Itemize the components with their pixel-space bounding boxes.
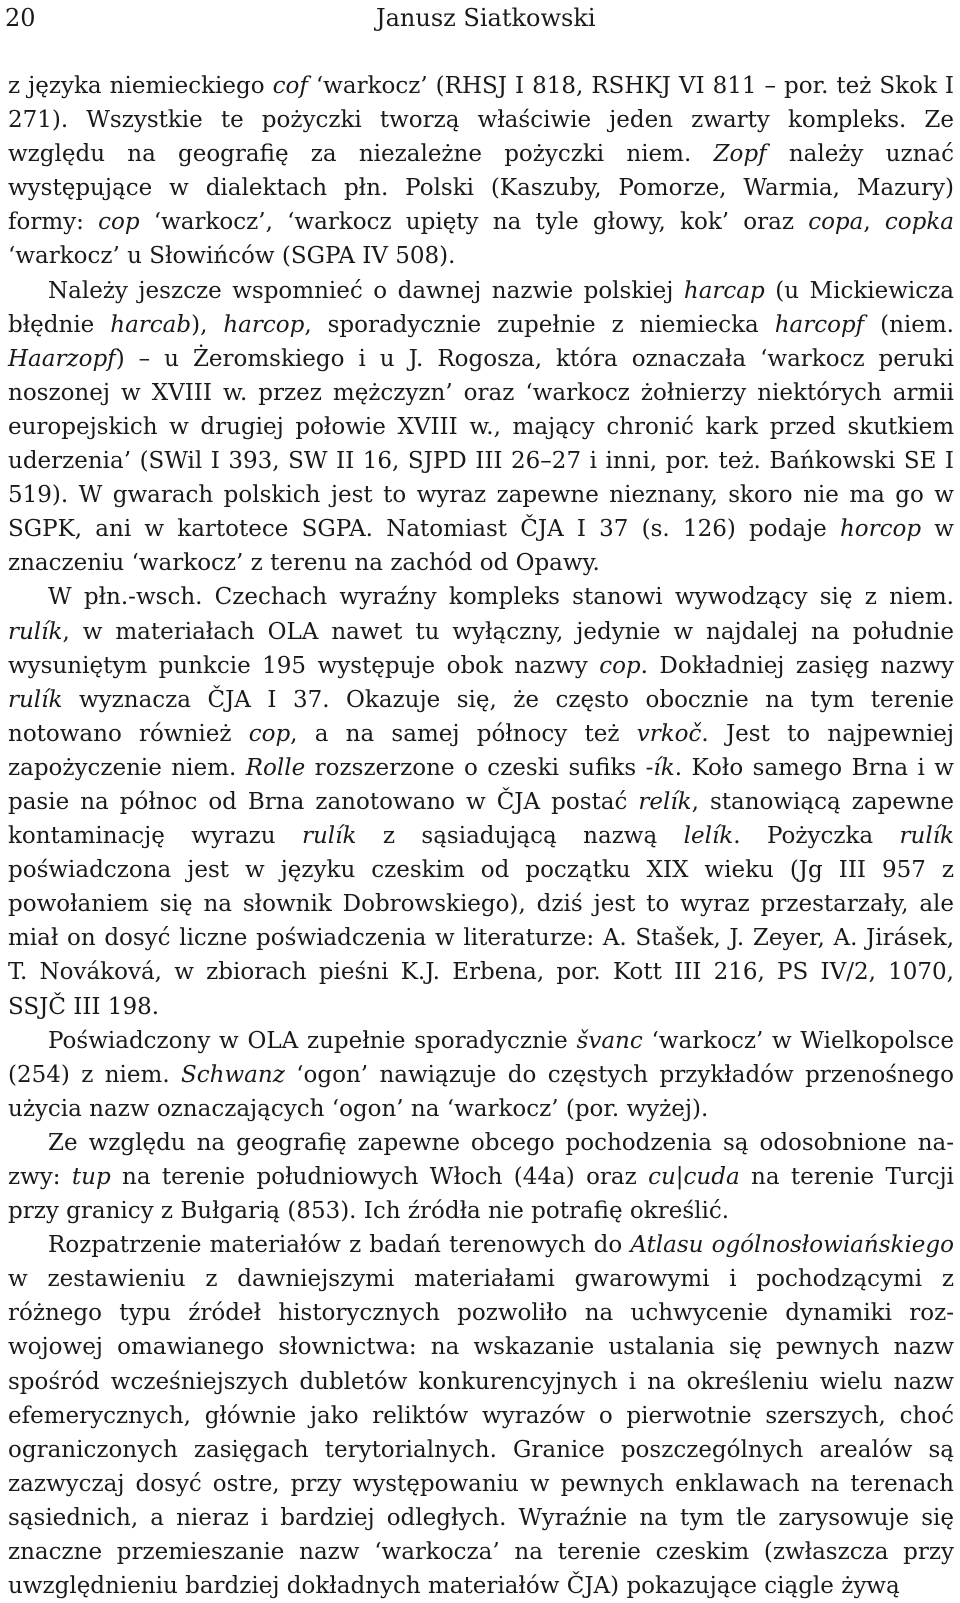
paragraph: Rozpatrzenie materiałów z badań terenowych do Atlasu ogólnosłowiańskiego w zestawieniu z dawniejszymi materiałami gwarowymi i pochodzącymi z różnego typu źródeł historycznych pozwoliło na uchwycenie dynamiki rozwojowej omawianego słownictwa: na wskazanie ustalania się pewnych nazw spośród wcześniejszych dubletów konkurencyjnych i na określeniu wielu nazw efemerycznych, głównie jako reliktów wyrazów o pierwotnie szerszych, choć ograniczonych zasięgach terytorialnych. Granice poszczególnych arealów są zazwyczaj dosyć ostre, przy występowaniu w pewnych enklawach na terenach sąsiednich, a nieraz i bardziej odległych. Wyraźnie na tym tle zarysowuje się znaczne przemieszanie nazw ‘warkocza’ na terenie czeskim (zwłaszcza przy uwzględnieniu bardziej dokładnych materiałów ČJA) pokazujące ciągle żywą [8, 1232, 954, 1600]
paragraph: W płn.-wsch. Czechach wyraźny kompleks stanowi wywodzący się z niem. rulík, w materiałach OLA nawet tu wyłączny, jedynie w najdalej na południe wysuniętym punkcie 195 występuje obok nazwy cop. Dokładniej zasięg nazwy rulík wyznacza ČJA I 37. Okazuje się, że często obocznie na tym terenie notowano również cop, a na samej północy też vrkoč. Jest to najpewniej zapożyczenie niem. Rolle rozszerzone o czeski sufiks -ík. Koło samego Brna i w pasie na północ od Brna zanotowano w ČJA postać relík, stanowiącą zapewne kontaminację wyrazu rulík z sąsiadującą nazwą lelík. Pożyczka rulík poświadczona jest w języku czeskim od początku XIX wieku (Jg III 957 z powołaniem się na słownik Dobrowskiego), dziś jest to wyraz przestarzały, ale miał on dosyć liczne poświadczenia w literaturze: A. Stašek, J. Zeyer, A. Jirásek, T. Nováková, w zbiorach pieśni K.J. Erbena, por. Kott III 216, PS IV/2, 1070, SSJČ III 198. [8, 584, 954, 1020]
paragraph: z języka niemieckiego cof ‘warkocz’ (RHSJ I 818, RSHKJ VI 811 – por. też Skok I 271). Wszystkie te pożyczki tworzą właściwie jeden zwarty kompleks. Ze względu na geografię za niezależne pożyczki niem. Zopf należy uznać występujące w dialektach płn. Polski (Kaszuby, Pomorze, Warmia, Mazury) formy: cop ‘warkocz’, ‘warkocz upięty na tyle głowy, kok’ oraz copa, copka ‘warkocz’ u Słowińców (SGPA IV 508). [8, 73, 955, 270]
paragraph: Należy jeszcze wspomnieć o dawnej nazwie polskiej harcap (u Mickiewicza błędnie harcab), harcop, sporadycznie zupełnie z niemiecka harcopf (niem. Haarzopf) – u Żeromskiego i u J. Rogosza, która oznaczała ‘warkocz peruki noszonej w XVIII w. przez mężczyzn’ oraz ‘warkocz żołnierzy niektórych armii europejskich w drugiej połowie XVIII w., mający chronić kark przed skutkiem uderzenia’ (SWil I 393, SW II 16, SJPD III 26–27 i inni, por. też. Bańkowski SE I 519). W gwarach polskich jest to wyraz zapewne nieznany, skoro nie ma go w SGPK, ani w kartotece SGPA. Natomiast ČJA I 37 (s. 126) podaje horcop w znaczeniu ‘warkocz’ z terenu na zachód od Opawy. [8, 277, 954, 577]
author-running-head: Janusz Siatkowski [376, 4, 596, 32]
body-text [8, 69, 954, 1603]
page-number: 20 [5, 4, 36, 32]
paragraph: Ze względu na geografię zapewne obcego pochodzenia są odosobnione nazwy: tup na terenie południowych Włoch (44a) oraz cu|cuda na terenie Turcji przy granicy z Bułgarią (853). Ich źródła nie potrafię określić. [8, 1129, 955, 1225]
paragraph: Poświadczony w OLA zupełnie sporadycznie švanc ‘warkocz’ w Wielkopolsce (254) z niem. Schwanz ‘ogon’ nawiązuje do częstych przykładów przenośnego użycia nazw oznaczających ‘ogon’ na ‘warkocz’ (por. wyżej). [8, 1027, 954, 1122]
running-header [0, 0, 960, 50]
